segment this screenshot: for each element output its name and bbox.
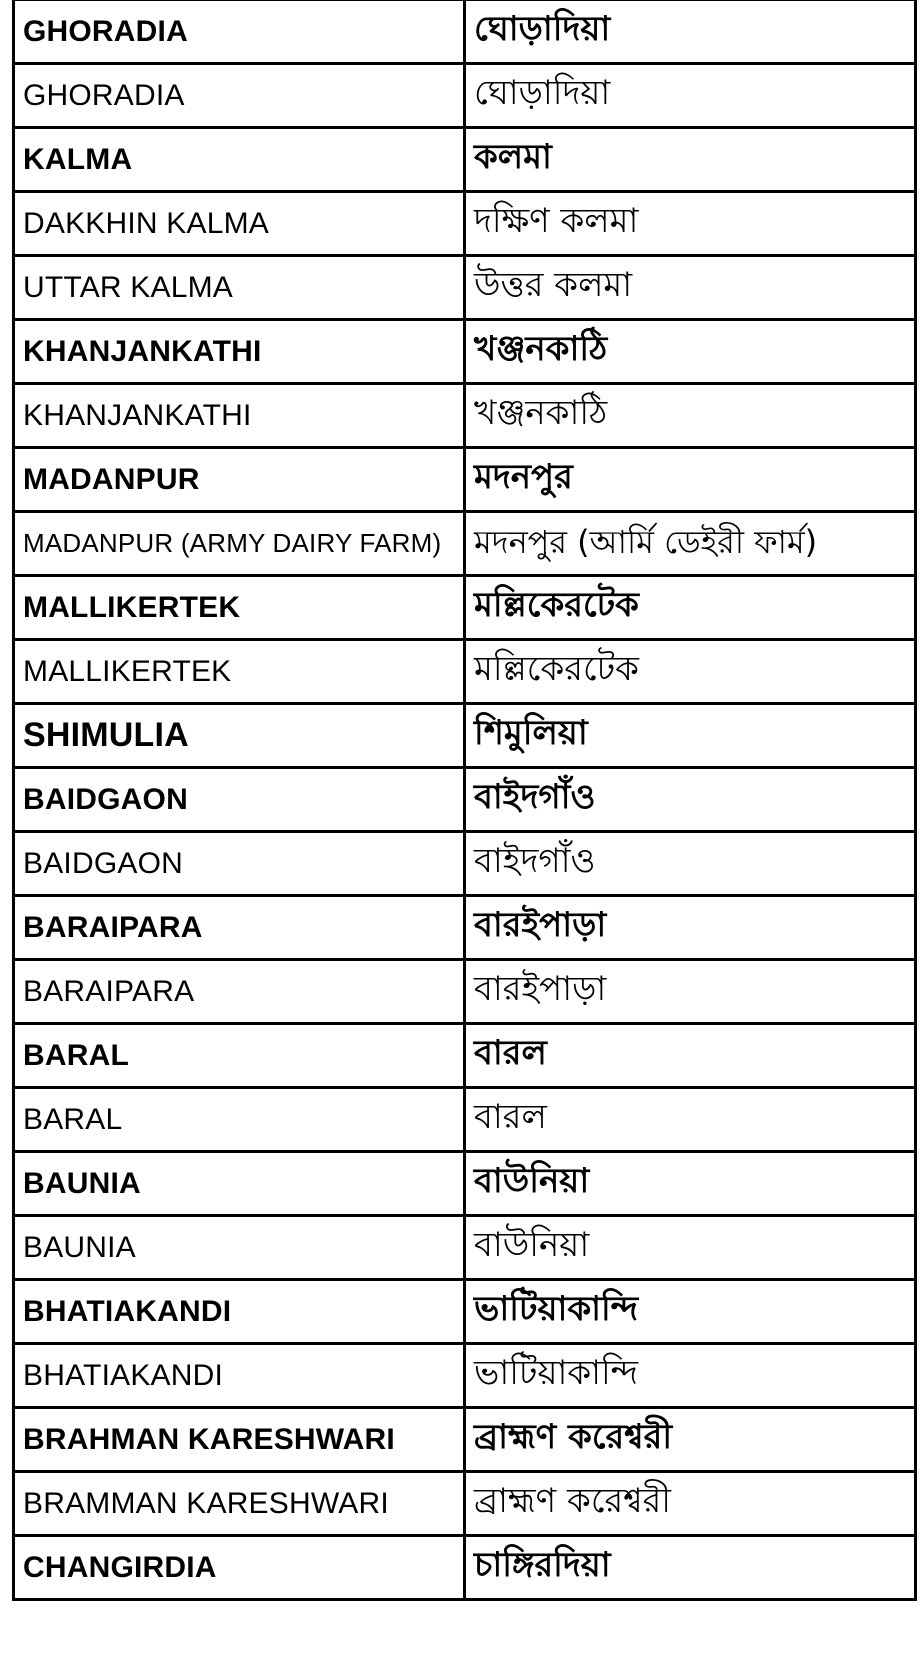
english-name-cell: BARAL	[14, 1024, 465, 1088]
english-name-cell: MALLIKERTEK	[14, 640, 465, 704]
table-row	[14, 256, 916, 320]
table-row	[14, 192, 916, 256]
bengali-name-cell: মল্লিকেরটেক	[465, 640, 916, 704]
bengali-name-cell: বারল	[465, 1024, 916, 1088]
bengali-name-cell: বাউনিয়া	[465, 1152, 916, 1216]
english-name-cell: BAUNIA	[14, 1216, 465, 1280]
english-name-cell: SHIMULIA	[14, 704, 465, 768]
english-name-cell: MADANPUR (ARMY DAIRY FARM)	[14, 512, 465, 576]
english-name-cell: KHANJANKATHI	[14, 320, 465, 384]
english-name-cell: BHATIAKANDI	[14, 1280, 465, 1344]
table-row	[14, 320, 916, 384]
bengali-name-cell: শিমুলিয়া	[465, 704, 916, 768]
table-row	[14, 1536, 916, 1600]
bengali-name-cell: মল্লিকেরটেক	[465, 576, 916, 640]
bengali-name-cell: ঘোড়াদিয়া	[465, 0, 916, 64]
english-name-cell: MALLIKERTEK	[14, 576, 465, 640]
english-name-cell: MADANPUR	[14, 448, 465, 512]
table-row	[14, 384, 916, 448]
table-row	[14, 448, 916, 512]
bengali-name-cell: বাউনিয়া	[465, 1216, 916, 1280]
bengali-name-cell: ব্রাহ্মণ করেশ্বরী	[465, 1472, 916, 1536]
place-name-table	[12, 0, 917, 1601]
english-name-cell: CHANGIRDIA	[14, 1536, 465, 1600]
table-row	[14, 1024, 916, 1088]
english-name-cell: BAIDGAON	[14, 768, 465, 832]
table-row	[14, 896, 916, 960]
bengali-name-cell: বাইদগাঁও	[465, 832, 916, 896]
english-name-cell: BRAMMAN KARESHWARI	[14, 1472, 465, 1536]
english-name-cell: GHORADIA	[14, 64, 465, 128]
bengali-name-cell: ব্রাহ্মণ করেশ্বরী	[465, 1408, 916, 1472]
bengali-name-cell: বারইপাড়া	[465, 960, 916, 1024]
table-row	[14, 1152, 916, 1216]
table-row	[14, 768, 916, 832]
english-name-cell: BHATIAKANDI	[14, 1344, 465, 1408]
bengali-name-cell: দক্ষিণ কলমা	[465, 192, 916, 256]
table-row	[14, 960, 916, 1024]
bengali-name-cell: খঞ্জনকাঠি	[465, 384, 916, 448]
bengali-name-cell: খঞ্জনকাঠি	[465, 320, 916, 384]
english-name-cell: BARAL	[14, 1088, 465, 1152]
bengali-name-cell: ভাটিয়াকান্দি	[465, 1280, 916, 1344]
bengali-name-cell: বারইপাড়া	[465, 896, 916, 960]
bengali-name-cell: কলমা	[465, 128, 916, 192]
bengali-name-cell: ঘোড়াদিয়া	[465, 64, 916, 128]
table-row	[14, 1216, 916, 1280]
english-name-cell: BAUNIA	[14, 1152, 465, 1216]
english-name-cell: BRAHMAN KARESHWARI	[14, 1408, 465, 1472]
bengali-name-cell: মদনপুর	[465, 448, 916, 512]
table-row	[14, 64, 916, 128]
table-row	[14, 128, 916, 192]
english-name-cell: KALMA	[14, 128, 465, 192]
english-name-cell: BARAIPARA	[14, 896, 465, 960]
table-row	[14, 1088, 916, 1152]
english-name-cell: UTTAR KALMA	[14, 256, 465, 320]
bengali-name-cell: বারল	[465, 1088, 916, 1152]
english-name-cell: KHANJANKATHI	[14, 384, 465, 448]
english-name-cell: DAKKHIN KALMA	[14, 192, 465, 256]
table-row	[14, 1344, 916, 1408]
table-row	[14, 576, 916, 640]
table-body	[14, 0, 916, 1600]
english-name-cell: BARAIPARA	[14, 960, 465, 1024]
table-row	[14, 1472, 916, 1536]
table-row	[14, 512, 916, 576]
table-row	[14, 1408, 916, 1472]
table-row	[14, 0, 916, 64]
bengali-name-cell: উত্তর কলমা	[465, 256, 916, 320]
english-name-cell: GHORADIA	[14, 0, 465, 64]
bengali-name-cell: মদনপুর (আর্মি ডেইরী ফার্ম)	[465, 512, 916, 576]
bengali-name-cell: ভাটিয়াকান্দি	[465, 1344, 916, 1408]
table-row	[14, 1280, 916, 1344]
table-row	[14, 832, 916, 896]
table-row	[14, 704, 916, 768]
bengali-name-cell: চাঙ্গিরদিয়া	[465, 1536, 916, 1600]
table-row	[14, 640, 916, 704]
english-name-cell: BAIDGAON	[14, 832, 465, 896]
bengali-name-cell: বাইদগাঁও	[465, 768, 916, 832]
